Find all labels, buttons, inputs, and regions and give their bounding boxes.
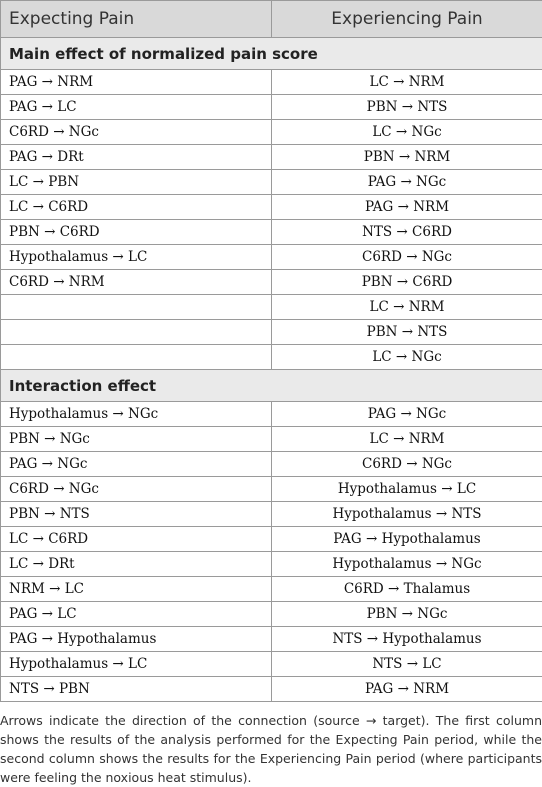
table-row	[1, 195, 542, 220]
expecting-pain-cell: LC → PBN	[1, 170, 272, 195]
experiencing-pain-cell: LC → NRM	[272, 70, 542, 95]
experiencing-pain-cell: NTS → LC	[272, 652, 542, 677]
expecting-pain-cell: PAG → NRM	[1, 70, 272, 95]
expecting-pain-cell: Hypothalamus → NGc	[1, 402, 272, 427]
expecting-pain-cell: Hypothalamus → LC	[1, 245, 272, 270]
experiencing-pain-cell: LC → NRM	[272, 427, 542, 452]
section-header-row	[1, 370, 542, 402]
table-row	[1, 295, 542, 320]
experiencing-pain-cell: NTS → Hypothalamus	[272, 627, 542, 652]
table-row	[1, 320, 542, 345]
experiencing-pain-cell: C6RD → NGc	[272, 452, 542, 477]
experiencing-pain-cell: LC → NRM	[272, 295, 542, 320]
expecting-pain-cell: C6RD → NGc	[1, 477, 272, 502]
expecting-pain-cell: LC → C6RD	[1, 527, 272, 552]
table-row	[1, 345, 542, 370]
expecting-pain-cell: C6RD → NRM	[1, 270, 272, 295]
experiencing-pain-cell: PBN → NTS	[272, 320, 542, 345]
table-row	[1, 245, 542, 270]
table-row	[1, 170, 542, 195]
header-expecting-pain: Expecting Pain	[1, 1, 272, 38]
expecting-pain-cell: PAG → LC	[1, 602, 272, 627]
table-row	[1, 95, 542, 120]
table-footnote: Arrows indicate the direction of the connection (source → target). The first column shows the results of the analysis performed for the Expecting Pain period, while the second column shows the results for the Experiencing Pain period (where participants were feeling the noxious heat stimulus).	[0, 713, 542, 785]
experiencing-pain-cell: PAG → Hypothalamus	[272, 527, 542, 552]
table-row	[1, 577, 542, 602]
table-row	[1, 402, 542, 427]
experiencing-pain-cell: C6RD → Thalamus	[272, 577, 542, 602]
expecting-pain-cell: LC → C6RD	[1, 195, 272, 220]
section-title: Interaction effect	[1, 370, 542, 402]
expecting-pain-cell: PBN → NTS	[1, 502, 272, 527]
table-row	[1, 677, 542, 702]
expecting-pain-cell: LC → DRt	[1, 552, 272, 577]
table-body	[1, 38, 542, 702]
expecting-pain-cell	[1, 320, 272, 345]
experiencing-pain-cell: PAG → NGc	[272, 170, 542, 195]
table-row	[1, 427, 542, 452]
experiencing-pain-cell: NTS → C6RD	[272, 220, 542, 245]
experiencing-pain-cell: PBN → NGc	[272, 602, 542, 627]
table-row	[1, 552, 542, 577]
expecting-pain-cell: C6RD → NGc	[1, 120, 272, 145]
table-row	[1, 627, 542, 652]
table-row	[1, 220, 542, 245]
header-experiencing-pain: Experiencing Pain	[272, 1, 542, 38]
table-row	[1, 70, 542, 95]
table-row	[1, 270, 542, 295]
table-row	[1, 452, 542, 477]
expecting-pain-cell: PAG → Hypothalamus	[1, 627, 272, 652]
expecting-pain-cell	[1, 345, 272, 370]
experiencing-pain-cell: LC → NGc	[272, 345, 542, 370]
table-row	[1, 527, 542, 552]
table-row	[1, 477, 542, 502]
experiencing-pain-cell: PBN → C6RD	[272, 270, 542, 295]
experiencing-pain-cell: PAG → NRM	[272, 677, 542, 702]
experiencing-pain-cell: PBN → NTS	[272, 95, 542, 120]
experiencing-pain-cell: Hypothalamus → LC	[272, 477, 542, 502]
expecting-pain-cell: NTS → PBN	[1, 677, 272, 702]
table-row	[1, 602, 542, 627]
section-header-row	[1, 38, 542, 70]
expecting-pain-cell: Hypothalamus → LC	[1, 652, 272, 677]
expecting-pain-cell	[1, 295, 272, 320]
section-title: Main effect of normalized pain score	[1, 38, 542, 70]
table-row	[1, 120, 542, 145]
expecting-pain-cell: PBN → C6RD	[1, 220, 272, 245]
table-row	[1, 502, 542, 527]
experiencing-pain-cell: C6RD → NGc	[272, 245, 542, 270]
expecting-pain-cell: PBN → NGc	[1, 427, 272, 452]
experiencing-pain-cell: PBN → NRM	[272, 145, 542, 170]
table-row	[1, 145, 542, 170]
table-header-row	[1, 1, 542, 38]
expecting-pain-cell: PAG → DRt	[1, 145, 272, 170]
experiencing-pain-cell: PAG → NGc	[272, 402, 542, 427]
experiencing-pain-cell: PAG → NRM	[272, 195, 542, 220]
experiencing-pain-cell: Hypothalamus → NTS	[272, 502, 542, 527]
expecting-pain-cell: PAG → LC	[1, 95, 272, 120]
experiencing-pain-cell: LC → NGc	[272, 120, 542, 145]
expecting-pain-cell: PAG → NGc	[1, 452, 272, 477]
table-row	[1, 652, 542, 677]
experiencing-pain-cell: Hypothalamus → NGc	[272, 552, 542, 577]
expecting-pain-cell: NRM → LC	[1, 577, 272, 602]
